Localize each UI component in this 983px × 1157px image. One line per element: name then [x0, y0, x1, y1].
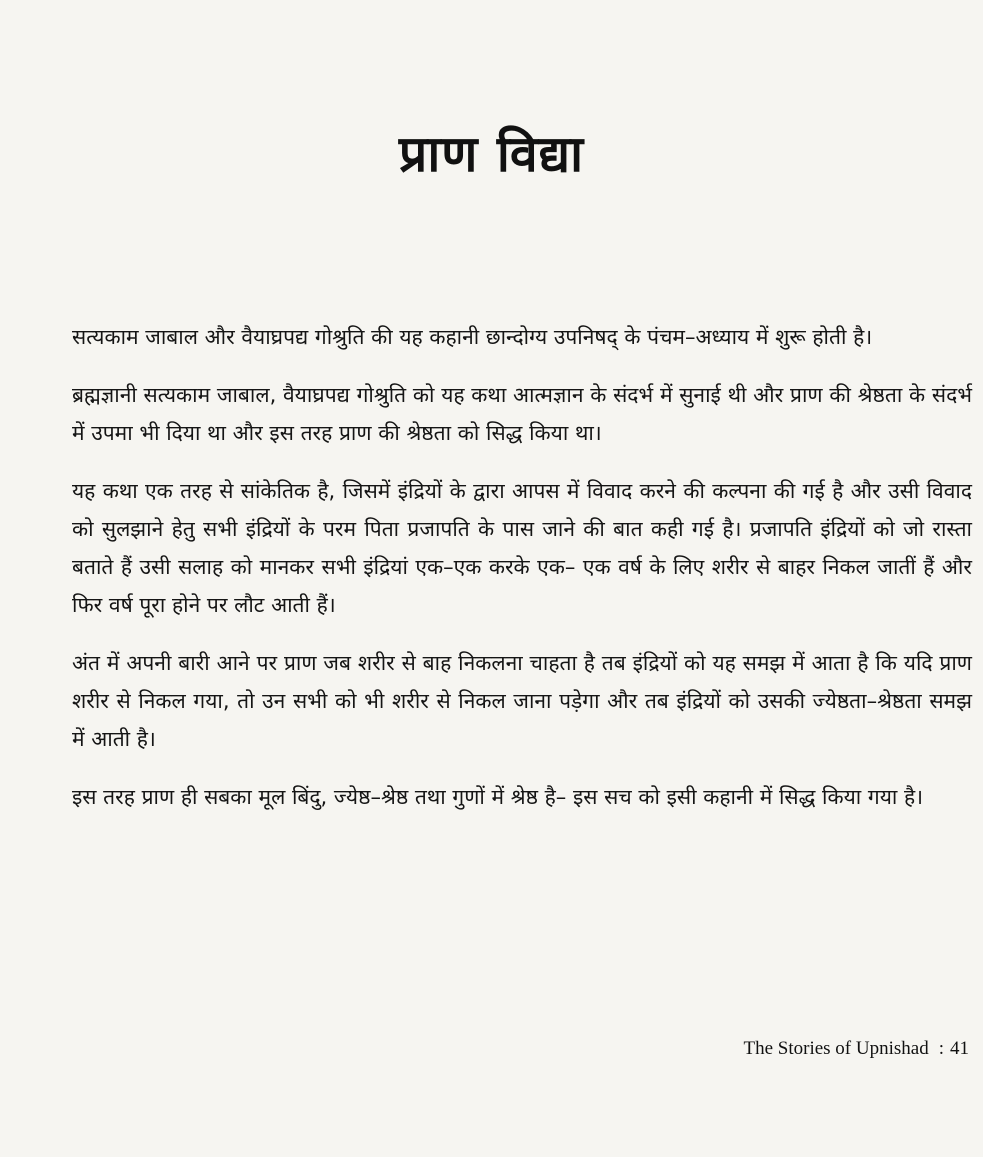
page-footer: [743, 1038, 969, 1060]
paragraph-4: अंत में अपनी बारी आने पर प्राण जब शरीर से बाह निकलना चाहता है तब इंद्रियों को यह समझ में आता है कि यदि प्राण शरीर से निकल गया, तो उन सभी को भी शरीर से निकल जाना पड़ेगा और तब इंद्रियों को उसकी ज्येष्ठता–श्रेष्ठता समझ में आती है।: [72, 651, 972, 751]
footer-book-title: The Stories of Upnishad: [743, 1038, 929, 1059]
chapter-title: प्राण विद्या: [398, 125, 585, 183]
page-number: 41: [950, 1038, 969, 1059]
body-text: [72, 318, 972, 836]
paragraph-5: इस तरह प्राण ही सबका मूल बिंदु, ज्येष्ठ–श्रेष्ठ तथा गुणों में श्रेष्ठ है– इस सच को इसी कहानी में सिद्ध किया गया है।: [72, 785, 924, 809]
paragraph-2: ब्रह्मज्ञानी सत्यकाम जाबाल, वैयाघ्रपद्य गोश्रुति को यह कथा आत्मज्ञान के संदर्भ में सुनाई थी और प्राण की श्रेष्ठता के संदर्भ में उपमा भी दिया था और इस तरह प्राण की श्रेष्ठता को सिद्ध किया था।: [72, 383, 972, 445]
paragraph-3: यह कथा एक तरह से सांकेतिक है, जिसमें इंद्रियों के द्वारा आपस में विवाद करने की कल्पना की गई है और उसी विवाद को सुलझाने हेतु सभी इंद्रियों के परम पिता प्रजापति के पास जाने की बात कही गई है। प्रजापति इंद्रियों को जो रास्ता बताते हैं उसी सलाह को मानकर सभी इंद्रियां एक–एक करके एक– एक वर्ष के लिए शरीर से बाहर निकल जातीं हैं और फिर वर्ष पूरा होने पर लौट आती हैं।: [72, 479, 972, 617]
paragraph-1: सत्यकाम जाबाल और वैयाघ्रपद्य गोश्रुति की यह कहानी छान्दोग्य उपनिषद् के पंचम–अध्याय में शुरू होती है।: [72, 325, 873, 349]
footer-separator: :: [938, 1038, 944, 1059]
